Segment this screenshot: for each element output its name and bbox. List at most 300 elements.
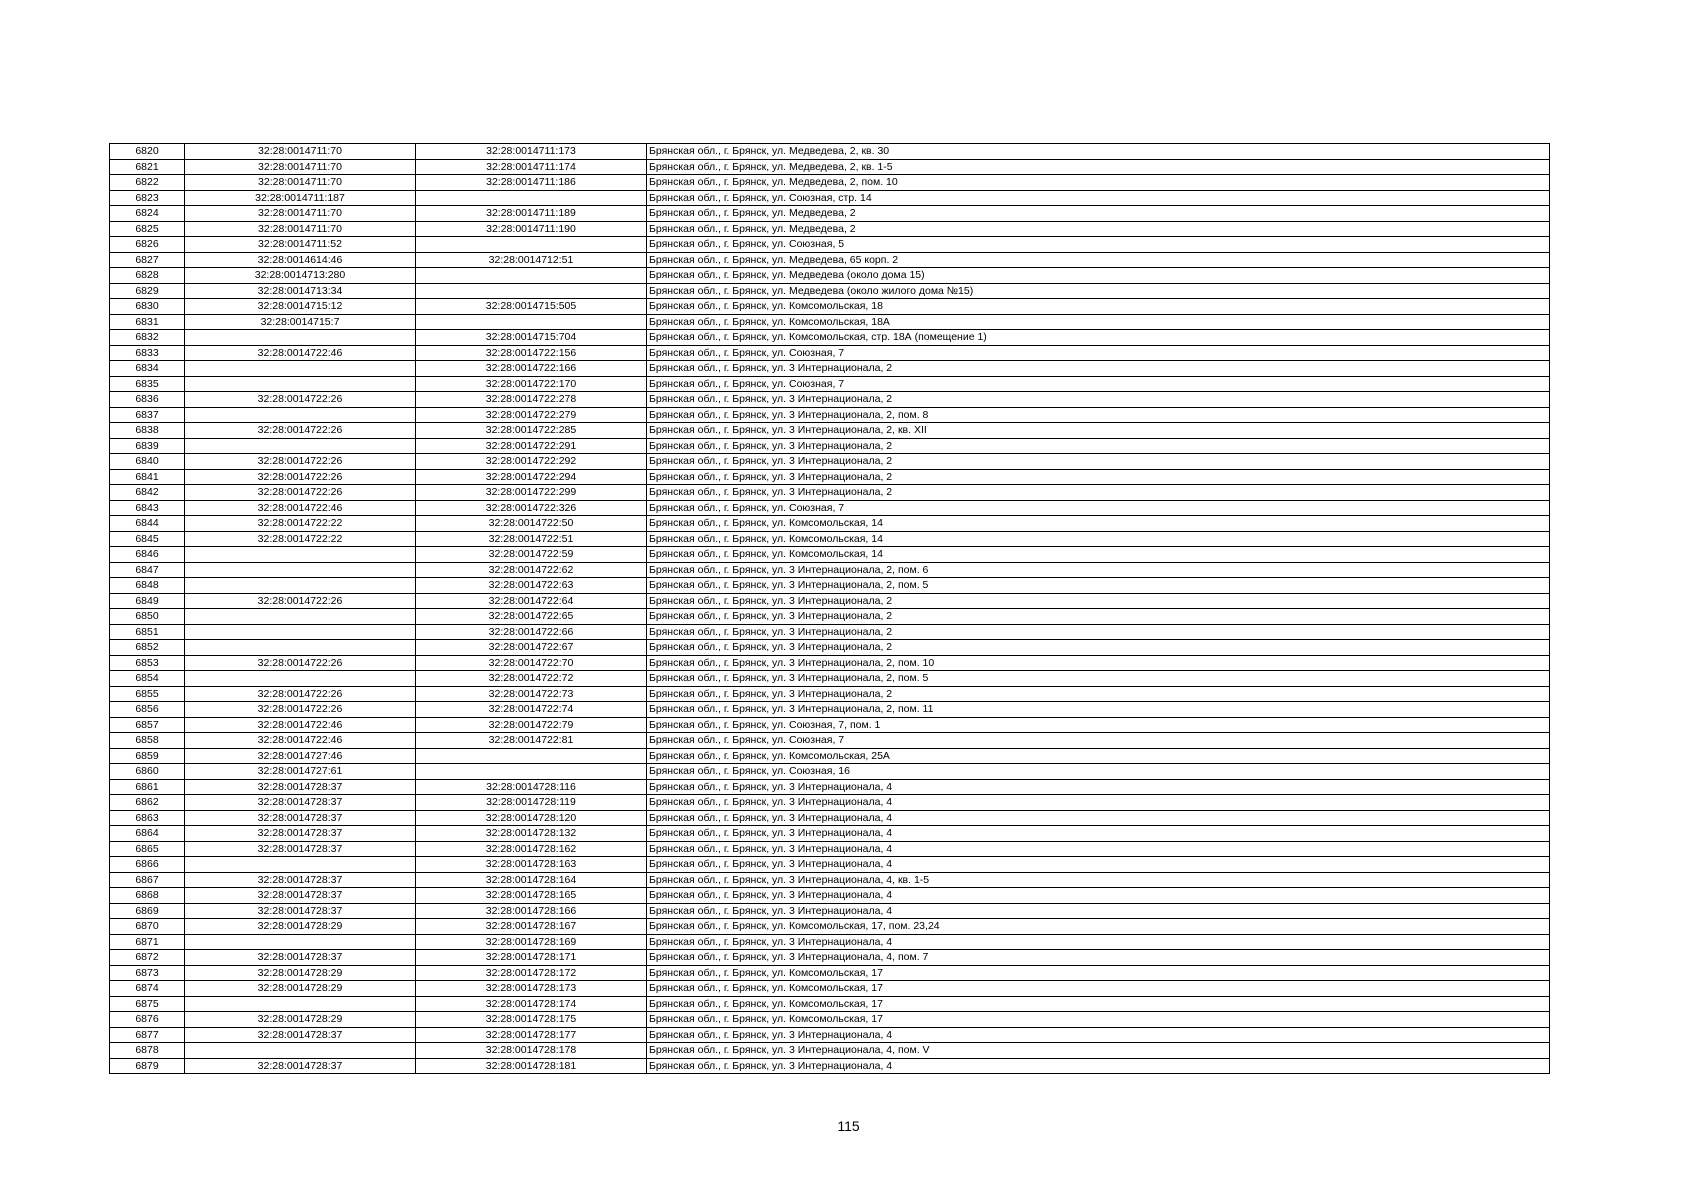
parent-cadastral-number-cell [185, 671, 416, 687]
object-cadastral-number-cell: 32:28:0014728:174 [416, 996, 647, 1012]
table-row [110, 144, 1550, 160]
object-cadastral-number-cell: 32:28:0014722:67 [416, 640, 647, 656]
parent-cadastral-number-cell: 32:28:0014711:70 [185, 206, 416, 222]
table-row [110, 640, 1550, 656]
object-cadastral-number-cell: 32:28:0014712:51 [416, 252, 647, 268]
address-cell: Брянская обл., г. Брянск, ул. 3 Интернационала, 4, пом. V [647, 1043, 1550, 1059]
object-cadastral-number-cell: 32:28:0014722:292 [416, 454, 647, 470]
parent-cadastral-number-cell: 32:28:0014713:280 [185, 268, 416, 284]
row-number-cell: 6841 [110, 469, 185, 485]
row-number-cell: 6877 [110, 1027, 185, 1043]
object-cadastral-number-cell [416, 283, 647, 299]
object-cadastral-number-cell [416, 190, 647, 206]
table-row [110, 1012, 1550, 1028]
parent-cadastral-number-cell: 32:28:0014728:37 [185, 950, 416, 966]
table-row [110, 283, 1550, 299]
object-cadastral-number-cell: 32:28:0014728:173 [416, 981, 647, 997]
table-row [110, 221, 1550, 237]
table-row [110, 810, 1550, 826]
object-cadastral-number-cell: 32:28:0014728:164 [416, 872, 647, 888]
address-cell: Брянская обл., г. Брянск, ул. 3 Интернационала, 2 [647, 485, 1550, 501]
table-row [110, 454, 1550, 470]
parent-cadastral-number-cell: 32:28:0014728:37 [185, 872, 416, 888]
object-cadastral-number-cell [416, 237, 647, 253]
table-row [110, 516, 1550, 532]
address-cell: Брянская обл., г. Брянск, ул. Комсомольская, 18А [647, 314, 1550, 330]
table-row [110, 190, 1550, 206]
address-cell: Брянская обл., г. Брянск, ул. Союзная, 7 [647, 376, 1550, 392]
object-cadastral-number-cell: 32:28:0014722:50 [416, 516, 647, 532]
row-number-cell: 6843 [110, 500, 185, 516]
row-number-cell: 6853 [110, 655, 185, 671]
parent-cadastral-number-cell: 32:28:0014728:37 [185, 795, 416, 811]
row-number-cell: 6835 [110, 376, 185, 392]
parent-cadastral-number-cell: 32:28:0014728:37 [185, 1058, 416, 1074]
address-cell: Брянская обл., г. Брянск, ул. Комсомольская, стр. 18А (помещение 1) [647, 330, 1550, 346]
address-cell: Брянская обл., г. Брянск, ул. 3 Интернационала, 4 [647, 1027, 1550, 1043]
row-number-cell: 6829 [110, 283, 185, 299]
table-row [110, 392, 1550, 408]
address-cell: Брянская обл., г. Брянск, ул. Медведева (около дома 15) [647, 268, 1550, 284]
row-number-cell: 6868 [110, 888, 185, 904]
address-cell: Брянская обл., г. Брянск, ул. Союзная, 7 [647, 345, 1550, 361]
address-cell: Брянская обл., г. Брянск, ул. 3 Интернационала, 2 [647, 392, 1550, 408]
row-number-cell: 6873 [110, 965, 185, 981]
parent-cadastral-number-cell: 32:28:0014722:22 [185, 516, 416, 532]
address-cell: Брянская обл., г. Брянск, ул. 3 Интернационала, 4 [647, 903, 1550, 919]
parent-cadastral-number-cell: 32:28:0014722:22 [185, 531, 416, 547]
parent-cadastral-number-cell: 32:28:0014711:70 [185, 221, 416, 237]
table-row [110, 299, 1550, 315]
object-cadastral-number-cell: 32:28:0014728:163 [416, 857, 647, 873]
object-cadastral-number-cell: 32:28:0014722:64 [416, 593, 647, 609]
table-row [110, 314, 1550, 330]
row-number-cell: 6863 [110, 810, 185, 826]
parent-cadastral-number-cell: 32:28:0014711:70 [185, 175, 416, 191]
parent-cadastral-number-cell: 32:28:0014711:52 [185, 237, 416, 253]
row-number-cell: 6821 [110, 159, 185, 175]
object-cadastral-number-cell: 32:28:0014728:162 [416, 841, 647, 857]
object-cadastral-number-cell: 32:28:0014711:189 [416, 206, 647, 222]
parent-cadastral-number-cell [185, 376, 416, 392]
row-number-cell: 6850 [110, 609, 185, 625]
table-row [110, 609, 1550, 625]
parent-cadastral-number-cell: 32:28:0014728:29 [185, 919, 416, 935]
row-number-cell: 6824 [110, 206, 185, 222]
table-row [110, 547, 1550, 563]
table-row [110, 872, 1550, 888]
row-number-cell: 6825 [110, 221, 185, 237]
registry-table-body [110, 144, 1550, 1074]
row-number-cell: 6834 [110, 361, 185, 377]
table-row [110, 950, 1550, 966]
address-cell: Брянская обл., г. Брянск, ул. 3 Интернационала, 4 [647, 857, 1550, 873]
row-number-cell: 6862 [110, 795, 185, 811]
row-number-cell: 6847 [110, 562, 185, 578]
row-number-cell: 6875 [110, 996, 185, 1012]
table-row [110, 1058, 1550, 1074]
row-number-cell: 6837 [110, 407, 185, 423]
object-cadastral-number-cell: 32:28:0014711:186 [416, 175, 647, 191]
table-row [110, 206, 1550, 222]
address-cell: Брянская обл., г. Брянск, ул. 3 Интернационала, 2, пом. 11 [647, 702, 1550, 718]
address-cell: Брянская обл., г. Брянск, ул. 3 Интернационала, 2, кв. XII [647, 423, 1550, 439]
address-cell: Брянская обл., г. Брянск, ул. Комсомольская, 18 [647, 299, 1550, 315]
table-row [110, 469, 1550, 485]
row-number-cell: 6855 [110, 686, 185, 702]
address-cell: Брянская обл., г. Брянск, ул. 3 Интернационала, 4 [647, 795, 1550, 811]
row-number-cell: 6823 [110, 190, 185, 206]
row-number-cell: 6844 [110, 516, 185, 532]
address-cell: Брянская обл., г. Брянск, ул. Комсомольская, 14 [647, 531, 1550, 547]
parent-cadastral-number-cell: 32:28:0014722:46 [185, 717, 416, 733]
object-cadastral-number-cell [416, 314, 647, 330]
row-number-cell: 6866 [110, 857, 185, 873]
parent-cadastral-number-cell [185, 609, 416, 625]
parent-cadastral-number-cell: 32:28:0014711:70 [185, 144, 416, 160]
parent-cadastral-number-cell: 32:28:0014728:37 [185, 779, 416, 795]
object-cadastral-number-cell: 32:28:0014711:174 [416, 159, 647, 175]
row-number-cell: 6845 [110, 531, 185, 547]
table-row [110, 686, 1550, 702]
parent-cadastral-number-cell [185, 330, 416, 346]
table-row [110, 934, 1550, 950]
parent-cadastral-number-cell: 32:28:0014722:26 [185, 423, 416, 439]
parent-cadastral-number-cell: 32:28:0014614:46 [185, 252, 416, 268]
object-cadastral-number-cell: 32:28:0014722:299 [416, 485, 647, 501]
address-cell: Брянская обл., г. Брянск, ул. Медведева, 2 [647, 206, 1550, 222]
table-row [110, 655, 1550, 671]
parent-cadastral-number-cell: 32:28:0014728:37 [185, 810, 416, 826]
parent-cadastral-number-cell: 32:28:0014727:46 [185, 748, 416, 764]
address-cell: Брянская обл., г. Брянск, ул. 3 Интернационала, 4, кв. 1-5 [647, 872, 1550, 888]
address-cell: Брянская обл., г. Брянск, ул. Медведева, 65 корп. 2 [647, 252, 1550, 268]
parent-cadastral-number-cell: 32:28:0014715:12 [185, 299, 416, 315]
object-cadastral-number-cell: 32:28:0014728:166 [416, 903, 647, 919]
parent-cadastral-number-cell: 32:28:0014728:37 [185, 903, 416, 919]
parent-cadastral-number-cell: 32:28:0014722:26 [185, 454, 416, 470]
row-number-cell: 6871 [110, 934, 185, 950]
address-cell: Брянская обл., г. Брянск, ул. Союзная, 7, пом. 1 [647, 717, 1550, 733]
table-row [110, 826, 1550, 842]
object-cadastral-number-cell: 32:28:0014728:116 [416, 779, 647, 795]
object-cadastral-number-cell: 32:28:0014728:172 [416, 965, 647, 981]
object-cadastral-number-cell [416, 764, 647, 780]
object-cadastral-number-cell: 32:28:0014722:51 [416, 531, 647, 547]
parent-cadastral-number-cell [185, 578, 416, 594]
table-row [110, 376, 1550, 392]
object-cadastral-number-cell: 32:28:0014722:156 [416, 345, 647, 361]
object-cadastral-number-cell: 32:28:0014722:278 [416, 392, 647, 408]
object-cadastral-number-cell: 32:28:0014722:70 [416, 655, 647, 671]
address-cell: Брянская обл., г. Брянск, ул. Медведева, 2, пом. 10 [647, 175, 1550, 191]
address-cell: Брянская обл., г. Брянск, ул. Комсомольская, 17 [647, 981, 1550, 997]
object-cadastral-number-cell: 32:28:0014728:132 [416, 826, 647, 842]
row-number-cell: 6842 [110, 485, 185, 501]
row-number-cell: 6838 [110, 423, 185, 439]
parent-cadastral-number-cell: 32:28:0014728:29 [185, 1012, 416, 1028]
parent-cadastral-number-cell: 32:28:0014722:46 [185, 500, 416, 516]
object-cadastral-number-cell: 32:28:0014722:294 [416, 469, 647, 485]
address-cell: Брянская обл., г. Брянск, ул. Медведева, 2, кв. 30 [647, 144, 1550, 160]
address-cell: Брянская обл., г. Брянск, ул. 3 Интернационала, 4 [647, 888, 1550, 904]
row-number-cell: 6870 [110, 919, 185, 935]
table-row [110, 981, 1550, 997]
object-cadastral-number-cell: 32:28:0014722:63 [416, 578, 647, 594]
table-row [110, 903, 1550, 919]
object-cadastral-number-cell: 32:28:0014722:72 [416, 671, 647, 687]
table-row [110, 423, 1550, 439]
row-number-cell: 6854 [110, 671, 185, 687]
parent-cadastral-number-cell [185, 624, 416, 640]
address-cell: Брянская обл., г. Брянск, ул. 3 Интернационала, 2 [647, 624, 1550, 640]
table-row [110, 841, 1550, 857]
table-row [110, 919, 1550, 935]
object-cadastral-number-cell: 32:28:0014722:59 [416, 547, 647, 563]
row-number-cell: 6830 [110, 299, 185, 315]
row-number-cell: 6833 [110, 345, 185, 361]
address-cell: Брянская обл., г. Брянск, ул. 3 Интернационала, 2, пом. 5 [647, 578, 1550, 594]
table-row [110, 1027, 1550, 1043]
table-row [110, 578, 1550, 594]
row-number-cell: 6879 [110, 1058, 185, 1074]
row-number-cell: 6858 [110, 733, 185, 749]
row-number-cell: 6869 [110, 903, 185, 919]
table-row [110, 268, 1550, 284]
object-cadastral-number-cell: 32:28:0014728:178 [416, 1043, 647, 1059]
table-row [110, 857, 1550, 873]
address-cell: Брянская обл., г. Брянск, ул. Комсомольская, 14 [647, 516, 1550, 532]
table-row [110, 562, 1550, 578]
object-cadastral-number-cell: 32:28:0014728:120 [416, 810, 647, 826]
parent-cadastral-number-cell: 32:28:0014722:26 [185, 686, 416, 702]
parent-cadastral-number-cell: 32:28:0014711:187 [185, 190, 416, 206]
table-row [110, 438, 1550, 454]
table-row [110, 531, 1550, 547]
address-cell: Брянская обл., г. Брянск, ул. 3 Интернационала, 4, пом. 7 [647, 950, 1550, 966]
page-number: 115 [837, 1118, 860, 1134]
object-cadastral-number-cell: 32:28:0014728:171 [416, 950, 647, 966]
row-number-cell: 6826 [110, 237, 185, 253]
table-row [110, 330, 1550, 346]
address-cell: Брянская обл., г. Брянск, ул. 3 Интернационала, 2, пом. 10 [647, 655, 1550, 671]
object-cadastral-number-cell [416, 268, 647, 284]
row-number-cell: 6839 [110, 438, 185, 454]
row-number-cell: 6846 [110, 547, 185, 563]
address-cell: Брянская обл., г. Брянск, ул. 3 Интернационала, 4 [647, 779, 1550, 795]
parent-cadastral-number-cell [185, 361, 416, 377]
parent-cadastral-number-cell: 32:28:0014711:70 [185, 159, 416, 175]
table-row [110, 764, 1550, 780]
row-number-cell: 6828 [110, 268, 185, 284]
address-cell: Брянская обл., г. Брянск, ул. 3 Интернационала, 2 [647, 469, 1550, 485]
address-cell: Брянская обл., г. Брянск, ул. Медведева, 2, кв. 1-5 [647, 159, 1550, 175]
row-number-cell: 6831 [110, 314, 185, 330]
object-cadastral-number-cell: 32:28:0014722:81 [416, 733, 647, 749]
address-cell: Брянская обл., г. Брянск, ул. 3 Интернационала, 2, пом. 6 [647, 562, 1550, 578]
table-row [110, 624, 1550, 640]
table-row [110, 252, 1550, 268]
parent-cadastral-number-cell: 32:28:0014722:46 [185, 345, 416, 361]
address-cell: Брянская обл., г. Брянск, ул. Союзная, 16 [647, 764, 1550, 780]
table-row [110, 733, 1550, 749]
table-row [110, 996, 1550, 1012]
object-cadastral-number-cell: 32:28:0014722:166 [416, 361, 647, 377]
parent-cadastral-number-cell: 32:28:0014715:7 [185, 314, 416, 330]
object-cadastral-number-cell: 32:28:0014711:190 [416, 221, 647, 237]
row-number-cell: 6820 [110, 144, 185, 160]
row-number-cell: 6827 [110, 252, 185, 268]
object-cadastral-number-cell: 32:28:0014722:66 [416, 624, 647, 640]
address-cell: Брянская обл., г. Брянск, ул. Союзная, 5 [647, 237, 1550, 253]
parent-cadastral-number-cell: 32:28:0014722:46 [185, 733, 416, 749]
address-cell: Брянская обл., г. Брянск, ул. Комсомольская, 25А [647, 748, 1550, 764]
address-cell: Брянская обл., г. Брянск, ул. 3 Интернационала, 2, пом. 5 [647, 671, 1550, 687]
table-row [110, 965, 1550, 981]
table-row [110, 485, 1550, 501]
table-row [110, 748, 1550, 764]
object-cadastral-number-cell: 32:28:0014728:119 [416, 795, 647, 811]
parent-cadastral-number-cell: 32:28:0014722:26 [185, 655, 416, 671]
table-row [110, 361, 1550, 377]
object-cadastral-number-cell: 32:28:0014722:65 [416, 609, 647, 625]
object-cadastral-number-cell [416, 748, 647, 764]
object-cadastral-number-cell: 32:28:0014728:167 [416, 919, 647, 935]
object-cadastral-number-cell: 32:28:0014728:181 [416, 1058, 647, 1074]
table-row [110, 795, 1550, 811]
row-number-cell: 6876 [110, 1012, 185, 1028]
parent-cadastral-number-cell: 32:28:0014728:37 [185, 888, 416, 904]
row-number-cell: 6861 [110, 779, 185, 795]
row-number-cell: 6851 [110, 624, 185, 640]
address-cell: Брянская обл., г. Брянск, ул. 3 Интернационала, 2 [647, 361, 1550, 377]
parent-cadastral-number-cell: 32:28:0014713:34 [185, 283, 416, 299]
address-cell: Брянская обл., г. Брянск, ул. Комсомольская, 17, пом. 23,24 [647, 919, 1550, 935]
address-cell: Брянская обл., г. Брянск, ул. 3 Интернационала, 2 [647, 640, 1550, 656]
parent-cadastral-number-cell [185, 1043, 416, 1059]
table-row [110, 1043, 1550, 1059]
address-cell: Брянская обл., г. Брянск, ул. 3 Интернационала, 2 [647, 686, 1550, 702]
parent-cadastral-number-cell [185, 857, 416, 873]
object-cadastral-number-cell: 32:28:0014728:177 [416, 1027, 647, 1043]
row-number-cell: 6867 [110, 872, 185, 888]
parent-cadastral-number-cell: 32:28:0014728:29 [185, 965, 416, 981]
parent-cadastral-number-cell: 32:28:0014728:37 [185, 826, 416, 842]
object-cadastral-number-cell: 32:28:0014715:505 [416, 299, 647, 315]
parent-cadastral-number-cell: 32:28:0014722:26 [185, 392, 416, 408]
row-number-cell: 6848 [110, 578, 185, 594]
table-row [110, 717, 1550, 733]
address-cell: Брянская обл., г. Брянск, ул. 3 Интернационала, 4 [647, 1058, 1550, 1074]
row-number-cell: 6852 [110, 640, 185, 656]
row-number-cell: 6872 [110, 950, 185, 966]
parent-cadastral-number-cell [185, 996, 416, 1012]
parent-cadastral-number-cell: 32:28:0014728:29 [185, 981, 416, 997]
row-number-cell: 6865 [110, 841, 185, 857]
object-cadastral-number-cell: 32:28:0014711:173 [416, 144, 647, 160]
row-number-cell: 6874 [110, 981, 185, 997]
object-cadastral-number-cell: 32:28:0014722:79 [416, 717, 647, 733]
address-cell: Брянская обл., г. Брянск, ул. 3 Интернационала, 4 [647, 841, 1550, 857]
row-number-cell: 6864 [110, 826, 185, 842]
address-cell: Брянская обл., г. Брянск, ул. Медведева (около жилого дома №15) [647, 283, 1550, 299]
address-cell: Брянская обл., г. Брянск, ул. Комсомольская, 17 [647, 965, 1550, 981]
parent-cadastral-number-cell [185, 547, 416, 563]
address-cell: Брянская обл., г. Брянск, ул. 3 Интернационала, 2 [647, 438, 1550, 454]
object-cadastral-number-cell: 32:28:0014728:165 [416, 888, 647, 904]
object-cadastral-number-cell: 32:28:0014715:704 [416, 330, 647, 346]
address-cell: Брянская обл., г. Брянск, ул. Комсомольская, 17 [647, 996, 1550, 1012]
address-cell: Брянская обл., г. Брянск, ул. 3 Интернационала, 2, пом. 8 [647, 407, 1550, 423]
address-cell: Брянская обл., г. Брянск, ул. 3 Интернационала, 2 [647, 454, 1550, 470]
table-row [110, 779, 1550, 795]
address-cell: Брянская обл., г. Брянск, ул. 3 Интернационала, 4 [647, 810, 1550, 826]
object-cadastral-number-cell: 32:28:0014722:291 [416, 438, 647, 454]
table-row [110, 593, 1550, 609]
row-number-cell: 6832 [110, 330, 185, 346]
object-cadastral-number-cell: 32:28:0014728:169 [416, 934, 647, 950]
parent-cadastral-number-cell [185, 407, 416, 423]
row-number-cell: 6857 [110, 717, 185, 733]
parent-cadastral-number-cell: 32:28:0014722:26 [185, 485, 416, 501]
table-row [110, 159, 1550, 175]
table-row [110, 407, 1550, 423]
object-cadastral-number-cell: 32:28:0014722:170 [416, 376, 647, 392]
parent-cadastral-number-cell: 32:28:0014722:26 [185, 702, 416, 718]
parent-cadastral-number-cell: 32:28:0014722:26 [185, 593, 416, 609]
object-cadastral-number-cell: 32:28:0014722:62 [416, 562, 647, 578]
row-number-cell: 6822 [110, 175, 185, 191]
table-row [110, 237, 1550, 253]
table-row [110, 671, 1550, 687]
row-number-cell: 6856 [110, 702, 185, 718]
address-cell: Брянская обл., г. Брянск, ул. Союзная, 7 [647, 733, 1550, 749]
parent-cadastral-number-cell [185, 640, 416, 656]
row-number-cell: 6860 [110, 764, 185, 780]
parent-cadastral-number-cell [185, 934, 416, 950]
object-cadastral-number-cell: 32:28:0014722:279 [416, 407, 647, 423]
table-row [110, 888, 1550, 904]
address-cell: Брянская обл., г. Брянск, ул. Комсомольская, 17 [647, 1012, 1550, 1028]
parent-cadastral-number-cell: 32:28:0014727:61 [185, 764, 416, 780]
object-cadastral-number-cell: 32:28:0014722:285 [416, 423, 647, 439]
parent-cadastral-number-cell [185, 438, 416, 454]
address-cell: Брянская обл., г. Брянск, ул. 3 Интернационала, 4 [647, 826, 1550, 842]
object-cadastral-number-cell: 32:28:0014722:326 [416, 500, 647, 516]
address-cell: Брянская обл., г. Брянск, ул. 3 Интернационала, 2 [647, 593, 1550, 609]
address-cell: Брянская обл., г. Брянск, ул. Медведева, 2 [647, 221, 1550, 237]
table-row [110, 702, 1550, 718]
address-cell: Брянская обл., г. Брянск, ул. Комсомольская, 14 [647, 547, 1550, 563]
row-number-cell: 6836 [110, 392, 185, 408]
address-cell: Брянская обл., г. Брянск, ул. Союзная, стр. 14 [647, 190, 1550, 206]
row-number-cell: 6859 [110, 748, 185, 764]
address-cell: Брянская обл., г. Брянск, ул. 3 Интернационала, 2 [647, 609, 1550, 625]
row-number-cell: 6849 [110, 593, 185, 609]
parent-cadastral-number-cell [185, 562, 416, 578]
object-cadastral-number-cell: 32:28:0014722:74 [416, 702, 647, 718]
address-cell: Брянская обл., г. Брянск, ул. Союзная, 7 [647, 500, 1550, 516]
cadastral-registry-table [109, 143, 1550, 1074]
table-row [110, 500, 1550, 516]
object-cadastral-number-cell: 32:28:0014728:175 [416, 1012, 647, 1028]
object-cadastral-number-cell: 32:28:0014722:73 [416, 686, 647, 702]
parent-cadastral-number-cell: 32:28:0014728:37 [185, 1027, 416, 1043]
row-number-cell: 6840 [110, 454, 185, 470]
table-row [110, 175, 1550, 191]
address-cell: Брянская обл., г. Брянск, ул. 3 Интернационала, 4 [647, 934, 1550, 950]
row-number-cell: 6878 [110, 1043, 185, 1059]
